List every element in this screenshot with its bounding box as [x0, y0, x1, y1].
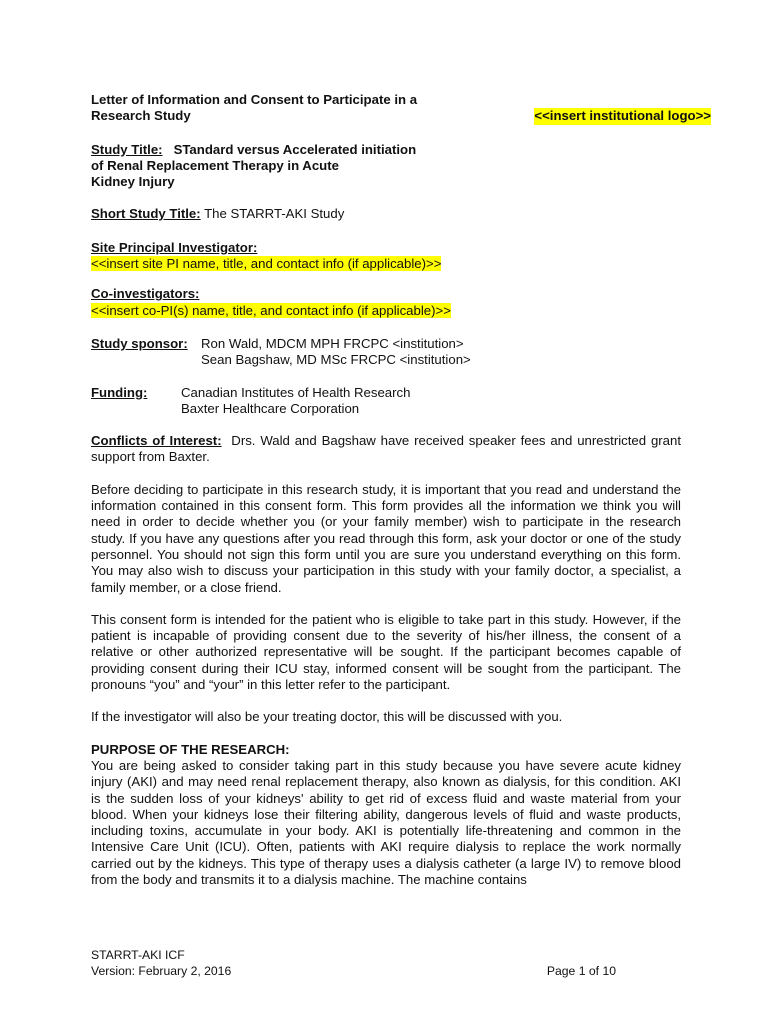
sponsor-label: Study sponsor: [91, 335, 188, 351]
conflicts-of-interest [91, 433, 681, 466]
study-title-label: Study Title: [91, 141, 163, 157]
co-investigators-label: Co-investigators: [91, 286, 200, 302]
study-sponsor [91, 336, 681, 369]
conflicts-label: Conflicts of Interest: [91, 433, 222, 449]
document-page [91, 92, 711, 888]
short-title-label: Short Study Title: [91, 206, 201, 222]
conflicts-text: Drs. Wald and Bagshaw have received speaker fees and unrestricted grant support from Baxter. [91, 433, 682, 465]
page-footer [91, 947, 616, 979]
purpose-heading: PURPOSE OF THE RESEARCH: [91, 741, 290, 757]
document-header [91, 92, 711, 125]
paragraph-intro: Before deciding to participate in this research study, it is important that you read and understand the information contained in this consent form. This form provides all the information we think you will need in order to decide whether you (or your family member) wish to participate in the research study. If you have any questions after you read through this form, ask your doctor or one of the study personnel. You should not sign this form until you are sure you understand everything on this form. You may also wish to discuss your participation in this study with your family doctor, a specialist, a family member, or a close friend. [91, 481, 681, 595]
short-study-title [91, 206, 681, 222]
document-title: Letter of Information and Consent to Participate in a Research Study [91, 92, 418, 124]
site-pi-value: <<insert site PI name, title, and contact info (if applicable)>> [91, 256, 442, 272]
funding-label: Funding: [91, 384, 148, 400]
site-principal-investigator [91, 240, 681, 273]
funding-line: Canadian Institutes of Health Research [181, 384, 411, 400]
sponsor-line: Sean Bagshaw, MD MSc FRCPC <institution> [201, 352, 471, 368]
study-title: Study Title: STandard versus Accelerated initiation of Renal Replacement Therapy in Acute Kidney Injury [91, 141, 417, 190]
paragraph-investigator: If the investigator will also be your treating doctor, this will be discussed with you. [91, 709, 563, 725]
short-title-value: The STARRT-AKI Study [204, 206, 345, 222]
funding [91, 385, 681, 418]
purpose-text: You are being asked to consider taking part in this study because you have severe acute kidney injury (AKI) and may need renal replacement therapy, also known as dialysis, for this condition. AKI is the sudden loss of your kidneys' ability to get rid of excess fluid and waste material from your blood. When your kidneys lose their filtering ability, dangerous levels of fluid and waste products, including toxins, accumulate in your body. AKI is potentially life-threatening and common in the Intensive Care Unit (ICU). Often, patients with AKI require dialysis to replace the work normally carried out by the kidneys. This type of therapy uses a dialysis catheter (a large IV) to remove blood from the body and transmits it to a dialysis machine. The machine contains [91, 757, 681, 887]
co-investigators [91, 286, 681, 319]
paragraph-consent: This consent form is intended for the patient who is eligible to take part in this study. However, if the patient is incapable of providing consent due to the severity of his/her illness, the consent of a relative or other authorized representative will be sought. If the participant becomes capable of providing consent during their ICU stay, informed consent will be sought from the participant. The pronouns “you” and “your” in this letter refer to the participant. [91, 611, 681, 693]
page-number: Page 1 of 10 [546, 964, 616, 978]
site-pi-label: Site Principal Investigator: [91, 239, 258, 255]
footer-version: Version: February 2, 2016 [91, 964, 232, 978]
funding-line: Baxter Healthcare Corporation [181, 400, 360, 416]
logo-placeholder: <<insert institutional logo>> [534, 108, 711, 124]
footer-doc-id: STARRT-AKI ICF [91, 948, 185, 962]
sponsor-line: Ron Wald, MDCM MPH FRCPC <institution> [201, 335, 464, 351]
co-investigators-value: <<insert co-PI(s) name, title, and contact info (if applicable)>> [91, 302, 451, 318]
